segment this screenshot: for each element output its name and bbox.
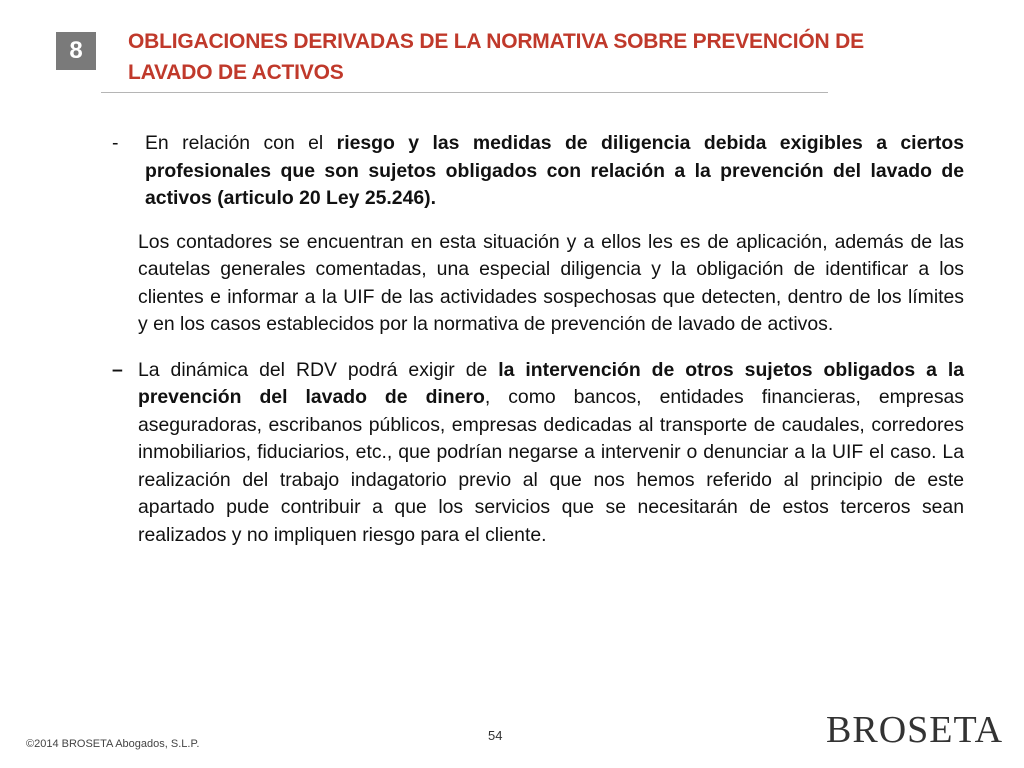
item2-bold-text: la intervención de otros sujetos obligados a la prevención del lavado de dinero xyxy=(138,358,964,408)
dash-bullet: – xyxy=(112,358,123,381)
broseta-logo: BROSETA xyxy=(826,709,1004,751)
item2-plain-text-1: La dinámica del RDV podrá exigir de xyxy=(138,358,499,381)
accountants-paragraph: Los contadores se encuentran en esta situación y a ellos les es de aplicación, además de las cautelas generales comentadas, una especial diligencia y la obligación de identificar a los clientes e informar a la UIF de las actividades sospechosas que detecten, dentro de los límites y en los casos establecidos por la normativa de prevención de lavado de activos. xyxy=(138,230,964,335)
hyphen-bullet: - xyxy=(112,132,119,154)
list-item-1 xyxy=(112,130,964,213)
item2-plain-text-2: , como bancos, entidades financieras, empresas aseguradoras, escribanos públicos, empresas dedicadas al transporte de caudales, corredores inmobiliarios, fiduciarios, etc., que podrían negarse a intervenir o denunciar a la UIF el caso. La realización del trabajo indagatorio previo al que nos hemos referido al principio de este apartado pude contribuir a que los servicios que se necesitarán de estos terceros sean realizados y no impliquen riesgo para el cliente. xyxy=(138,386,964,546)
list-item-1-text xyxy=(145,130,964,213)
list-item-2 xyxy=(112,357,964,550)
copyright-notice: ©2014 BROSETA Abogados, S.L.P. xyxy=(26,738,200,750)
page-number: 54 xyxy=(488,728,503,743)
item1-plain-text: En relación con el xyxy=(145,132,337,154)
page-title: OBLIGACIONES DERIVADAS DE LA NORMATIVA SOBRE PREVENCIÓN DE LAVADO DE ACTIVOS xyxy=(128,30,864,84)
item1-bold-text: riesgo y las medidas de diligencia debida exigibles a ciertos profesionales que son sujetos obligados con relación a la prevención del lavado de activos (articulo 20 Ley 25.246). xyxy=(145,132,964,209)
title-divider xyxy=(101,92,828,93)
slide-body xyxy=(112,130,964,549)
list-item-2-text xyxy=(138,357,964,550)
section-number-badge: 8 xyxy=(56,32,96,70)
